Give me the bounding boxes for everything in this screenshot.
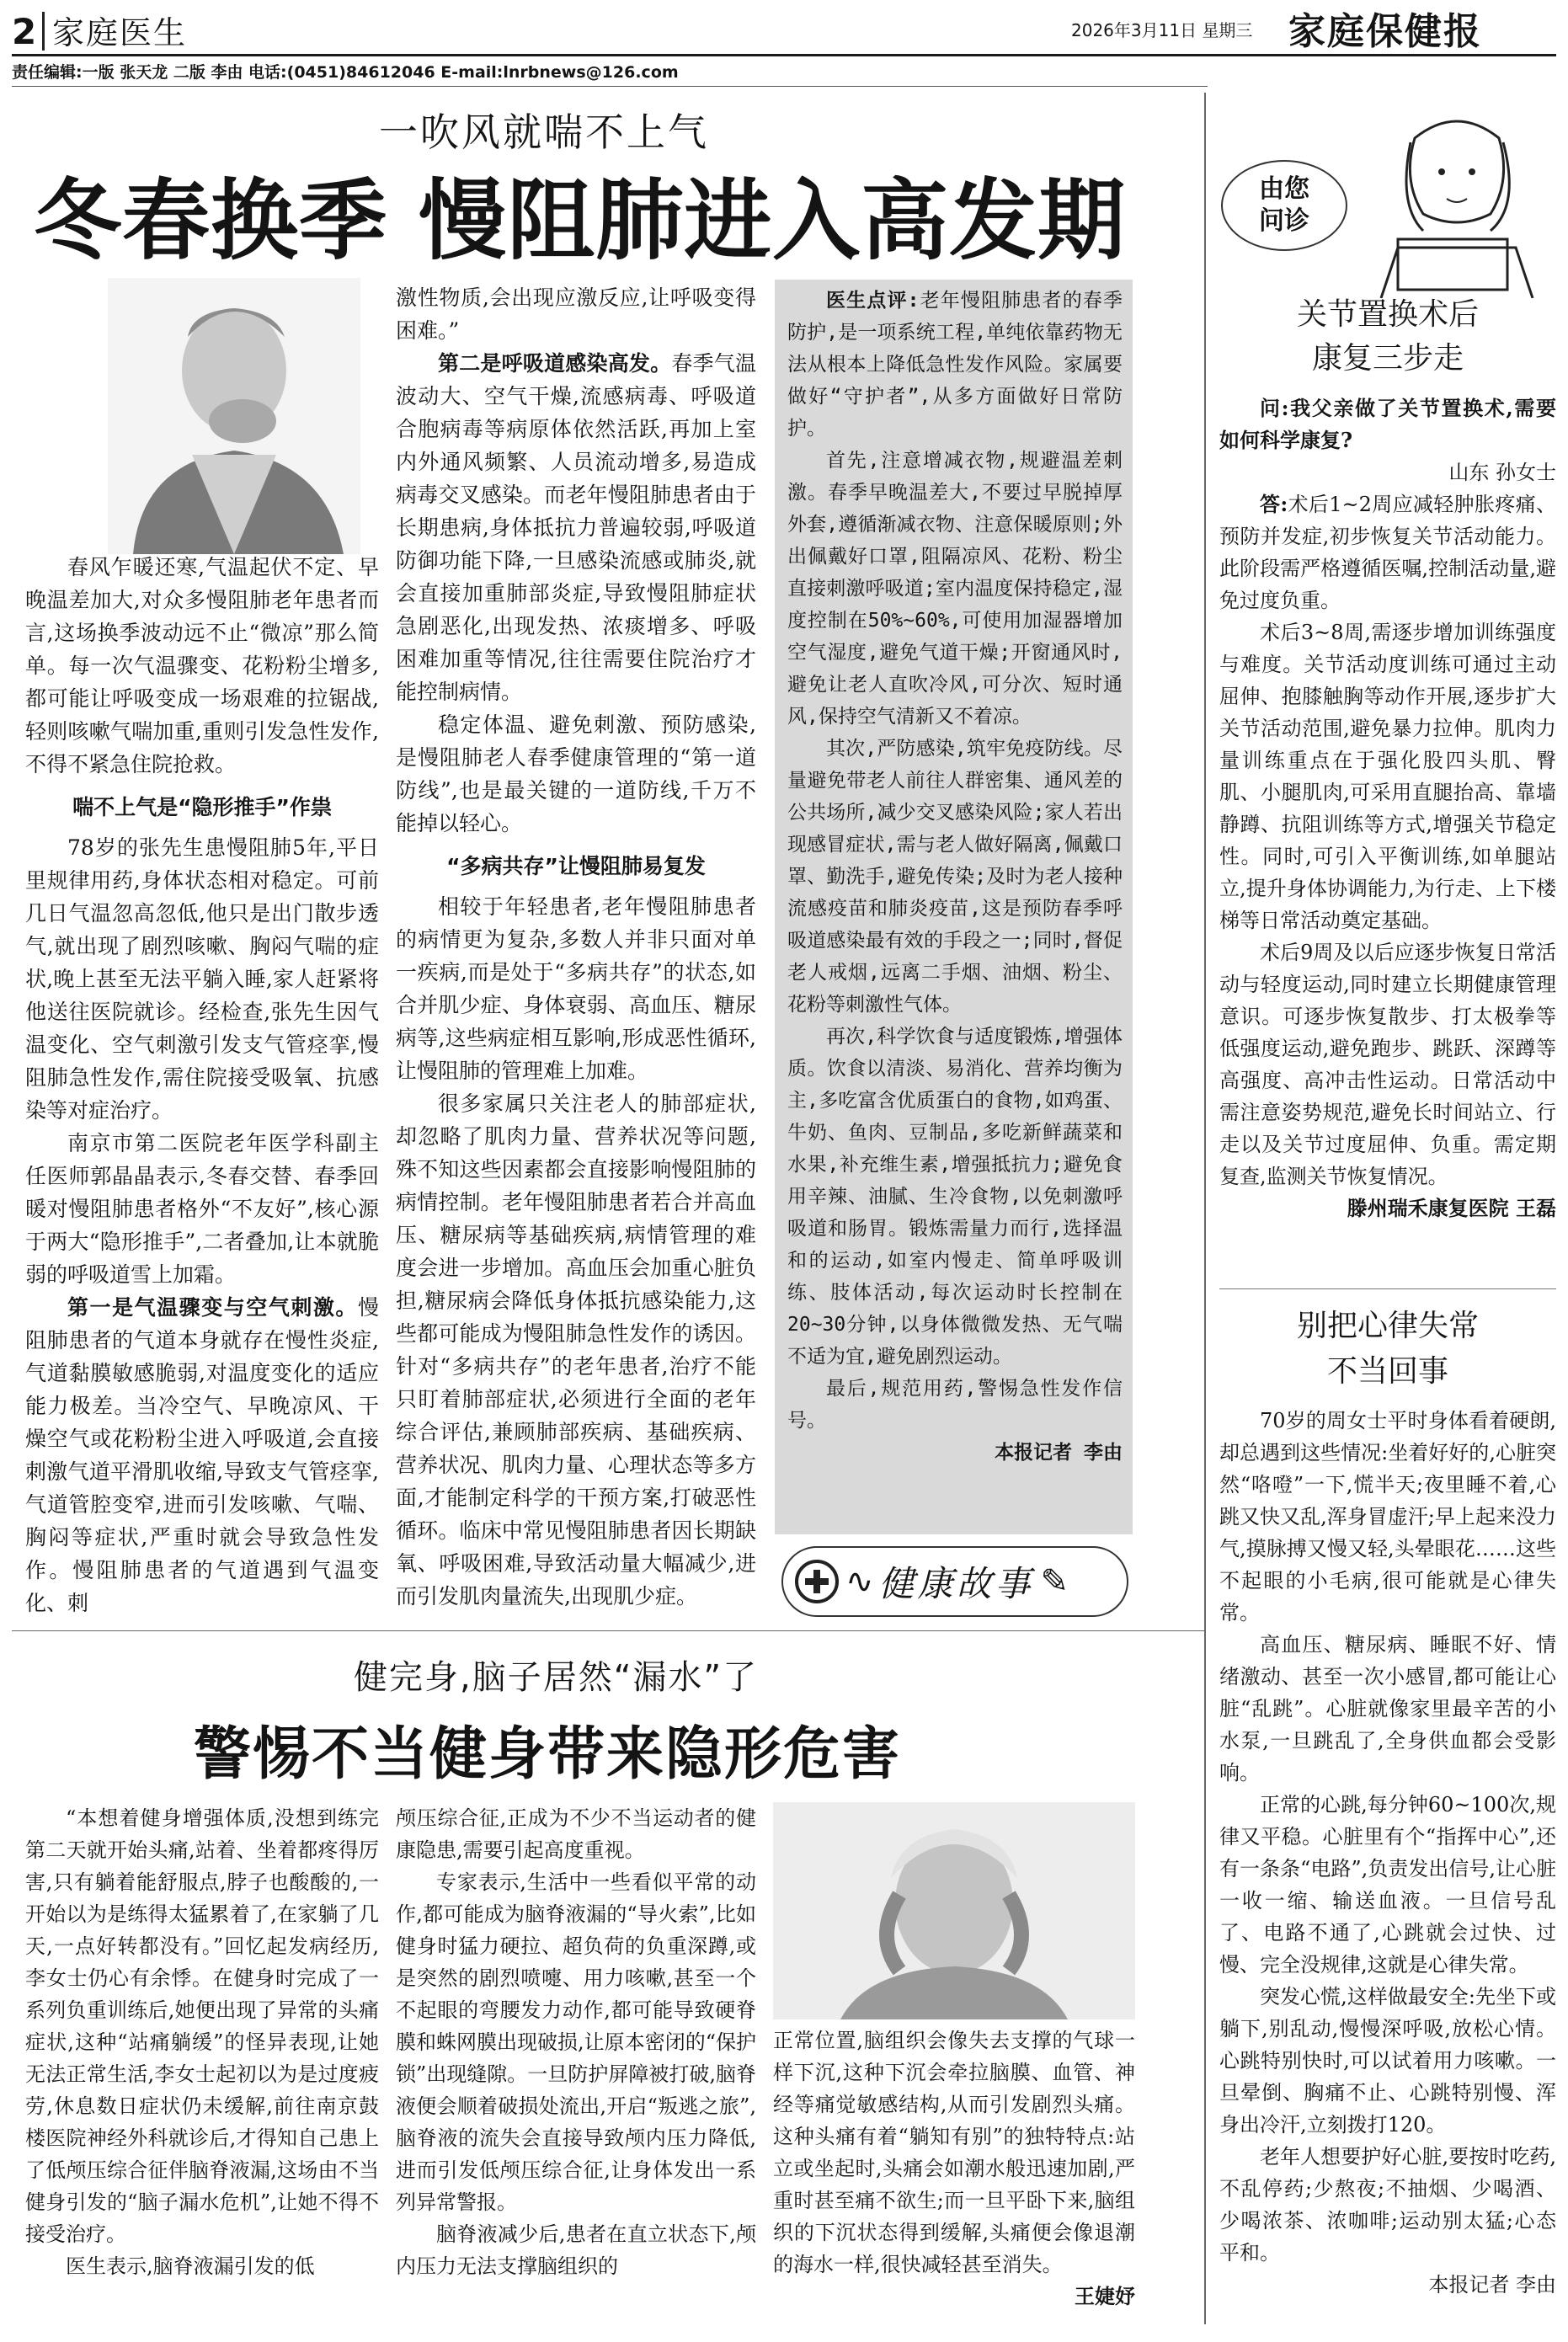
second-c3-para: 正常位置,脑组织会像失去支撑的气球一样下沉,这种下沉会牵拉脑膜、血管、神经等痛觉敏感结构,从而引发剧烈头痛。这种头痛有着“躺知有别”的独特特点:站立或坐起时,头痛会如潮水般迅速加剧,严重时甚至痛不欲生;而一旦平卧下来,脑组织的下沉状态得到缓解,头痛便会像退潮的海水一样,很快减轻甚至消失。	[773, 2029, 1135, 2276]
qa-answer-text: 术后1~2周应减轻肿胀疼痛、预防并发症,初步恢复关节活动能力。此阶段需严格遵循医嘱,控制活动量,避免过度负重。	[1219, 493, 1556, 612]
heart-title-line2: 不当回事	[1326, 1354, 1448, 1389]
qa-answer-para	[1219, 488, 1556, 616]
heart-column	[1219, 1405, 1556, 2331]
second-kicker: 健完身,脑子居然“漏水”了	[354, 1658, 759, 1697]
heart-title	[1219, 1304, 1556, 1395]
lead-kicker: 一吹风就喘不上气	[379, 109, 709, 155]
qa-title-line2: 康复三步走	[1311, 341, 1464, 376]
lead-c1-para	[25, 1291, 379, 1619]
sidebar-rule	[1219, 1288, 1556, 1289]
lead-c2-text: 春季气温波动大、空气干燥,流感病毒、呼吸道合胞病毒等病原体依然活跃,再加上室内外通风频繁、人员流动增多,易造成病毒交叉感染。而老年慢阻肺患者由于长期患病,身体抵抗力普遍较弱,呼吸道防御功能下降,一旦感染流感或肺炎,就会直接加重肺部炎症,导致慢阻肺症状急剧恶化,出现发热、浓痰增多、呼吸困难加重等情况,往往需要住院治疗才能控制病情。	[396, 351, 756, 704]
lead-subheading-2: “多病共存”让慢阻肺易复发	[446, 854, 706, 878]
medical-kit-icon	[795, 1560, 839, 1603]
heart-para: 正常的心跳,每分钟60~100次,规律又平稳。心脏里有个“指挥中心”,还有一条条“电路”,负责发出信号,让心脏一收一缩、输送血液。一旦信号乱了、电路不通了,心跳就会过快、过慢、完全没规律,这就是心律失常。	[1219, 1793, 1556, 1977]
reading-woman-sketch	[1364, 104, 1543, 298]
second-column-3	[773, 2025, 1135, 2333]
coughing-man-photo	[108, 278, 360, 554]
section-name: 家庭医生	[52, 14, 188, 51]
lead-c3-para: 首先,注意增减衣物,规避温差刺激。春季早晚温差大,不要过早脱掉厚外套,遵循渐减衣物、注意保暖原则;外出佩戴好口罩,阻隔凉风、花粉、粉尘直接刺激呼吸道;室内温度保持稳定,湿度控制在50%~60%,可使用加湿器增加空气湿度,避免气道干燥;开窗通风时,避免让老人直吹冷风,可分次、短时通风,保持空气清新又不着凉。	[787, 450, 1123, 728]
qa-asker: 山东 孙女士	[1448, 461, 1556, 484]
paper-name: 家庭保健报	[1288, 10, 1482, 53]
lead-c2-para: 很多家属只关注老人的肺部症状,却忽略了肌肉力量、营养状况等问题,殊不知这些因素都会直接影响慢阻肺的病情控制。老年慢阻肺患者若合并高血压、糖尿病等基础疾病,病情管理的难度会进一步增加。高血压会加重心脏负担,糖尿病会降低身体抵抗感染能力,这些都可能成为慢阻肺急性发作的诱因。针对“多病共存”的老年患者,治疗不能只盯着肺部症状,必须进行全面的老年综合评估,兼顾肺部疾病、基础疾病、营养状况、肌肉力量、心理状态等多方面,才能制定科学的干预方案,打破恶性循环。临床中常见慢阻肺患者因长期缺氧、呼吸困难,导致活动量大幅减少,进而引发肌肉量流失,出现肌少症。	[396, 1091, 756, 1608]
qa-tag-line1: 由您	[1259, 174, 1309, 204]
qa-answer-label: 答:	[1260, 492, 1288, 516]
qa-tag	[1221, 160, 1347, 251]
woman-reading-illustration	[1364, 104, 1543, 298]
section-divider	[12, 1630, 1204, 1631]
lead-c3-bold: 医生点评:	[826, 290, 920, 312]
second-c1-para: 医生表示,脑脊液漏引发的低	[66, 2254, 315, 2278]
lead-title: 冬春换季 慢阻肺进入高发期	[34, 169, 1127, 272]
lead-c1-para: 春风乍暖还寒,气温起伏不定、早晚温差加大,对众多慢阻肺老年患者而言,这场换季波动远不止“微凉”那么简单。每一次气温骤变、花粉粉尘增多,都可能让呼吸变成一场艰难的拉锯战,轻则咳嗽气喘加重,重则引发急性发作,不得不紧急住院抢救。	[25, 555, 379, 776]
second-title: 警惕不当健身带来隐形危害	[194, 1721, 902, 1788]
qa-signoff: 滕州瑞禾康复医院 王磊	[1347, 1196, 1556, 1220]
lead-c3-para: 其次,严防感染,筑牢免疫防线。尽量避免带老人前往人群密集、通风差的公共场所,减少交叉感染风险;家人若出现感冒症状,需与老人做好隔离,佩戴口罩、勤洗手,避免传染;及时为老人接种流感疫苗和肺炎疫苗,这是预防春季呼吸道感染最有效的手段之一;同时,督促老人戒烟,远离二手烟、油烟、粉尘、花粉等刺激性气体。	[787, 738, 1123, 1016]
lead-c3-para: 最后,规范用药,警惕急性发作信号。	[787, 1378, 1123, 1432]
headache-woman-illustration	[773, 1802, 1135, 2019]
issue-date	[1071, 19, 1252, 42]
lead-c2-para: 稳定体温、避免刺激、预防感染,是慢阻肺老人春季健康管理的“第一道防线”,也是最关键的一道防线,千万不能掉以轻心。	[396, 712, 756, 835]
second-c1-para: “本想着健身增强体质,没想到练完第二天就开始头痛,站着、坐着都疼得厉害,只有躺着能舒服点,脖子也酸酸的,一开始以为是练得太猛累着了,在家躺了几天,一点好转都没有。”回忆起发病经历,李女士仍心有余悸。在健身时完成了一系列负重训练后,她便出现了异常的头痛症状,这种“站痛躺缓”的怪异表现,让她无法正常生活,李女士起初以为是过度疲劳,休息数日症状仍未缓解,前往南京鼓楼医院神经外科就诊后,才得知自己患上了低颅压综合征伴脑脊液漏,这场由不当健身引发的“脑子漏水危机”,让她不得不接受治疗。	[25, 1806, 379, 2246]
weekday-text: 星期三	[1202, 20, 1253, 40]
lead-byline: 本报记者 李由	[995, 1442, 1123, 1464]
header-divider-mark	[42, 12, 45, 51]
health-story-banner	[781, 1546, 1128, 1617]
heart-para: 高血压、糖尿病、睡眠不好、情绪激动、甚至一次小感冒,都可能让心脏“乱跳”。心脏就像家里最辛苦的小水泵,一旦跳乱了,全身供血都会受影响。	[1219, 1633, 1556, 1785]
lead-c2-para: 激性物质,会出现应激反应,让呼吸变得困难。”	[396, 285, 756, 343]
second-byline: 王婕妤	[1075, 2284, 1135, 2308]
header-rule	[12, 54, 1556, 56]
headache-woman-photo	[773, 1802, 1135, 2019]
qa-tag-line2: 问诊	[1259, 206, 1309, 236]
heart-para: 老年人想要护好心脏,要按时吃药,不乱停药;少熬夜;不抽烟、少喝酒、少喝浓茶、浓咖啡;运动别太猛;心态平和。	[1219, 2145, 1556, 2265]
lead-c2-bold: 第二是呼吸道感染高发。	[438, 351, 672, 376]
heart-title-line1: 别把心律失常	[1296, 1309, 1479, 1343]
qa-title-line1: 关节置换术后	[1296, 297, 1479, 332]
lead-c1-bold: 第一是气温骤变与空气刺激。	[67, 1295, 358, 1320]
qa-title	[1219, 293, 1556, 381]
credits-line: 责任编辑:一版 张天龙 二版 李由 电话:(0451)84612046 E-mail:lnrbnews@126.com	[12, 63, 679, 82]
second-c2-para: 颅压综合征,正成为不少不当运动者的健康隐患,需要引起高度重视。	[396, 1806, 756, 1862]
heart-byline: 本报记者 李由	[1428, 2273, 1556, 2297]
lead-c1-para: 南京市第二医院老年医学科副主任医师郭晶晶表示,冬春交替、春季回暖对慢阻肺患者格外“不友好”,核心源于两大“隐形推手”,二者叠加,让本就脆弱的呼吸道雪上加霜。	[25, 1131, 379, 1287]
lead-column-2	[396, 281, 756, 1629]
lead-c2-para	[396, 347, 756, 708]
sidebar-divider	[1204, 93, 1206, 2324]
lead-c1-para: 78岁的张先生患慢阻肺5年,平日里规律用药,身体状态相对稳定。可前几日气温忽高忽低,他只是出门散步透气,就出现了剧烈咳嗽、胸闷气喘的症状,晚上甚至无法平躺入睡,家人赶紧将他送往医院就诊。经检查,张先生因气温变化、空气刺激引发支气管痉挛,慢阻肺急性发作,需住院接受吸氧、抗感染等对症治疗。	[25, 835, 379, 1123]
lead-c1-text: 慢阻肺患者的气道本身就存在慢性炎症,气道黏膜敏感脆弱,对温度变化的适应能力极差。当冷空气、早晚凉风、干燥空气或花粉粉尘进入呼吸道,会直接刺激气道平滑肌收缩,导致支气管痉挛,气道管腔变窄,进而引发咳嗽、气喘、胸闷等症状,严重时就会导致急性发作。慢阻肺患者的气道遇到气温变化、刺	[25, 1295, 379, 1615]
qa-answer-para: 术后3~8周,需逐步增加训练强度与难度。关节活动度训练可通过主动屈伸、抱膝触胸等动作开展,逐步扩大关节活动范围,避免暴力拉伸。肌肉力量训练重点在于强化股四头肌、臀肌、小腿肌肉,可采用直腿抬高、靠墙静蹲、抗阻训练等方式,增强关节稳定性。同时,可引入平衡训练,如单腿站立,提升身体协调能力,为行走、上下楼梯等日常活动奠定基础。	[1219, 621, 1556, 932]
date-text: 2026年3月11日	[1071, 20, 1197, 40]
qa-question: 问:我父亲做了关节置换术,需要如何科学康复?	[1219, 396, 1556, 452]
lead-column-3	[787, 285, 1123, 1523]
heart-para: 突发心慌,这样做最安全:先坐下或躺下,别乱动,慢慢深呼吸,放松心情。心跳特别快时,可以试着用力咳嗽。一旦晕倒、胸痛不止、心跳特别慢、浑身出冷汗,立刻拨打120。	[1219, 1985, 1556, 2137]
lead-c2-para: 相较于年轻患者,老年慢阻肺患者的病情更为复杂,多数人并非只面对单一疾病,而是处于“多病共存”的状态,如合并肌少症、身体衰弱、高血压、糖尿病等,这些病症相互影响,形成恶性循环,让慢阻肺的管理难上加难。	[396, 894, 756, 1083]
story-banner-label: 健康故事	[878, 1563, 1034, 1604]
lead-subheading-1: 喘不上气是“隐形推手”作祟	[72, 795, 332, 819]
stethoscope-icon: ∿	[845, 1562, 874, 1601]
second-c2-para: 脑脊液减少后,患者在直立状态下,颅内压力无法支撑脑组织的	[396, 2222, 756, 2278]
qa-answer-para: 术后9周及以后应逐步恢复日常活动与轻度运动,同时建立长期健康管理意识。可逐步恢复散步、打太极拳等低强度运动,避免跑步、跳跃、深蹲等高强度、高冲击性运动。日常活动中需注意姿势规范,避免长时间站立、行走以及关节过度屈伸、负重。需定期复查,监测关节恢复情况。	[1219, 941, 1556, 1188]
second-c2-para: 专家表示,生活中一些看似平常的动作,都可能成为脑脊液漏的“导火索”,比如健身时猛力硬拉、超负荷的负重深蹲,或是突然的剧烈喷嚏、用力咳嗽,甚至一个不起眼的弯腰发力动作,都可能导致硬脊膜和蛛网膜出现破损,让原本密闭的“保护锁”出现缝隙。一旦防护屏障被打破,脑脊液便会顺着破损处流出,开启“叛逃之旅”,脑脊液的流失会直接导致颅内压力降低,进而引发低颅压综合征,让身体发出一系列异常警报。	[396, 1870, 756, 2214]
header-rule-thin	[12, 86, 1208, 87]
lead-c3-text: 老年慢阻肺患者的春季防护,是一项系统工程,单纯依靠药物无法从根本上降低急性发作风险。家属要做好“守护者”,从多方面做好日常防护。	[787, 290, 1123, 440]
syringe-icon: ✎	[1040, 1562, 1069, 1601]
lead-c3-para: 再次,科学饮食与适度锻炼,增强体质。饮食以清淡、易消化、营养均衡为主,多吃富含优质蛋白的食物,如鸡蛋、牛奶、鱼肉、豆制品,多吃新鲜蔬菜和水果,补充维生素,增强抵抗力;避免食用辛辣、油腻、生冷食物,以免刺激呼吸道和肠胃。锻炼需量力而行,选择温和的运动,如室内慢走、简单呼吸训练、肢体活动,每次运动时长控制在20~30分钟,以身体微微发热、无气喘不适为宜,避免剧烈运动。	[787, 1026, 1123, 1368]
page-number: 2	[12, 11, 37, 52]
heart-para: 70岁的周女士平时身体看着硬朗,却总遇到这些情况:坐着好好的,心脏突然“咯噔”一下,慌半天;夜里睡不着,心跳又快又乱,浑身冒虚汗;早上起来没力气,摸脉搏又慢又轻,头晕眼花……这些不起眼的小毛病,很可能就是心律失常。	[1219, 1409, 1556, 1624]
lead-column-1	[25, 551, 379, 1646]
second-column-2	[396, 1802, 756, 2333]
second-column-1	[25, 1802, 379, 2333]
lead-c3-para	[787, 285, 1123, 445]
qa-column	[1219, 392, 1556, 1302]
coughing-man-illustration	[108, 278, 360, 554]
